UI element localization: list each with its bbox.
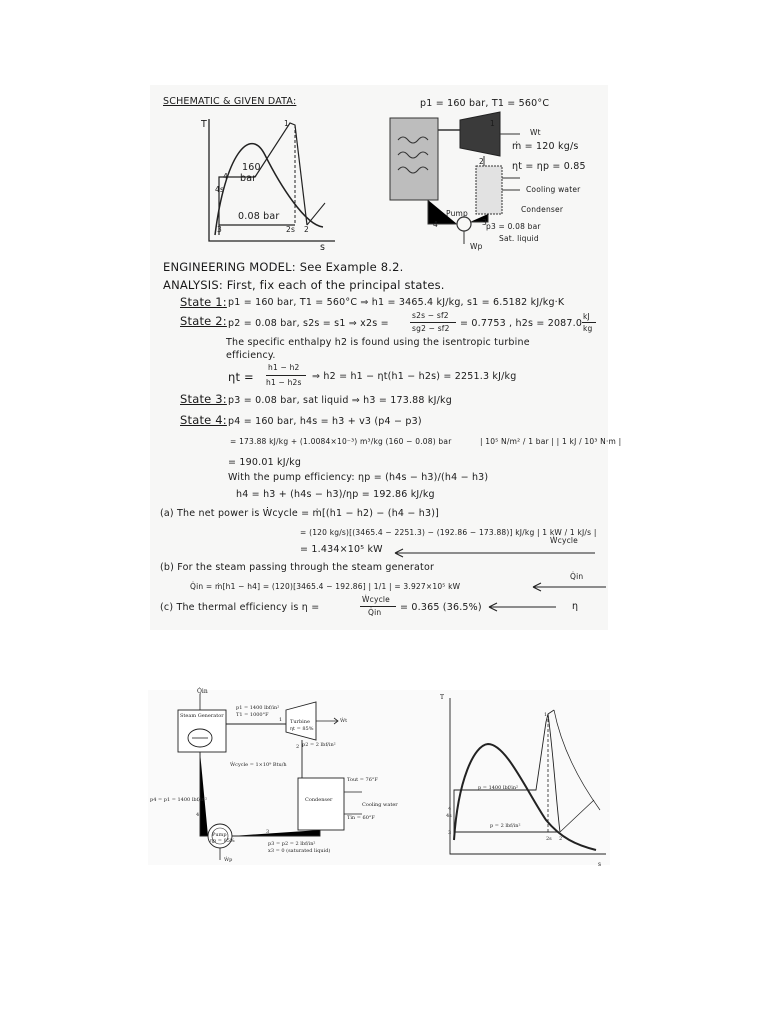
pump-eff: ηp = 85% <box>210 838 235 844</box>
ts-axis-t: T <box>201 119 208 130</box>
specific-text-1: The specific enthalpy h2 is found using the isentropic turbine <box>226 337 530 348</box>
state2-fraction-num: s2s − sf2 <box>412 311 449 320</box>
schematic-state3: p3 = 0.08 bar <box>486 222 541 231</box>
lower-ts-node-2: 2 <box>559 836 563 842</box>
ts-label-bar: bar <box>240 173 257 184</box>
part-a-tag: Ẇcycle <box>550 536 578 545</box>
part-a-line-1: (a) The net power is Ẇcycle = ṁ[(h1 − h2) − (h4 − h3)] <box>160 508 440 519</box>
rankine-ts-diagram <box>436 690 612 870</box>
lower-wcycle: Ẇcycle = 1×10⁹ Btu/h <box>230 762 287 768</box>
engineering-model: ENGINEERING MODEL: See Example 8.2. <box>163 260 404 274</box>
lower-node-4: 4 <box>196 812 200 818</box>
lower-t1: T1 = 1000°F <box>236 712 269 718</box>
lower-tout: Tout = 76°F <box>347 777 378 783</box>
state1-label: State 1: <box>180 295 227 309</box>
eta-den: h1 − h2s <box>266 378 302 387</box>
ts-label-008bar: 0.08 bar <box>238 211 280 222</box>
part-c-bar <box>360 606 396 607</box>
pump-efficiency-line: With the pump efficiency: ηp = (h4s − h3)/(h4 − h3) <box>228 472 489 483</box>
eta-num: h1 − h2 <box>268 363 300 372</box>
eta-result: ⇒ h2 = h1 − ηt(h1 − h2s) = 2251.3 kJ/kg <box>312 371 517 382</box>
lower-qin: Q̇in <box>197 688 208 695</box>
lower-wt: Ẇt <box>340 718 348 724</box>
part-a-arrow <box>390 548 600 558</box>
state3-label: State 3: <box>180 392 227 406</box>
schematic-condenser: Condenser <box>521 205 564 214</box>
lower-ts-node-4s: 4s <box>446 813 452 819</box>
lower-x3: x3 = 0 (saturated liquid) <box>268 848 331 854</box>
lower-ts-node-1: 1 <box>544 712 548 718</box>
specific-text-2: efficiency. <box>226 350 276 361</box>
part-c-den: Q̇in <box>368 608 382 617</box>
turbine-label: Turbine <box>290 719 310 725</box>
eta-bar <box>266 375 306 376</box>
lower-wp: Ẇp <box>224 857 233 863</box>
state2-unit-num: kJ <box>583 312 590 321</box>
lower-node-2: 2 <box>296 744 300 750</box>
state2-unit-den: kg <box>583 324 593 333</box>
part-b-arrow <box>528 582 608 592</box>
part-b-line-1: (b) For the steam passing through the steam generator <box>160 562 435 573</box>
lower-ts-node-4: 4 <box>448 806 452 812</box>
given-state1: p1 = 160 bar, T1 = 560°C <box>420 98 550 109</box>
ts-label-4s: 4s <box>215 185 225 194</box>
condenser-label: Condenser <box>305 797 333 803</box>
state4-line-c: = 190.01 kJ/kg <box>228 457 302 468</box>
lower-p3: p3 = p2 = 2 lbf/in² <box>268 841 316 847</box>
state4-label: State 4: <box>180 413 227 427</box>
schematic-efficiency: ηt = ηp = 0.85 <box>512 161 586 172</box>
lower-node-1: 1 <box>279 717 283 723</box>
lower-ts-axis-s: s <box>598 861 602 868</box>
turbine-eff: ηt = 85% <box>290 726 314 732</box>
part-b-line-2: Q̇in = ṁ[h1 − h4] = (120)[3465.4 − 192.86] | 1/1 | = 3.927×10⁵ kW <box>190 582 461 591</box>
state2-label: State 2: <box>180 314 227 328</box>
part-c-num: Ẇcycle <box>362 595 390 604</box>
schematic-wp: Wp <box>470 242 483 251</box>
state2-fraction-bar <box>410 322 456 323</box>
part-a-line-3: = 1.434×10⁵ kW <box>300 544 383 555</box>
part-c-tag: η <box>572 601 579 612</box>
ts-label-4: 4 <box>223 172 228 181</box>
ts-axis-s: s <box>320 242 326 253</box>
ts-label-2s: 2s <box>286 225 296 234</box>
ts-label-1: 1 <box>284 119 289 128</box>
state3-line: p3 = 0.08 bar, sat liquid ⇒ h3 = 173.88 kJ/kg <box>228 395 452 406</box>
part-c-line-2: = 0.365 (36.5%) <box>400 602 482 613</box>
schematic-pump: Pump <box>446 209 469 218</box>
state4-line-a: p4 = 160 bar, h4s = h3 + v3 (p4 − p3) <box>228 416 422 427</box>
schematic-wt: Wt <box>530 128 541 137</box>
ts-label-160: 160 <box>242 162 261 173</box>
pump-label: Pump <box>212 832 227 838</box>
part-c-line-1: (c) The thermal efficiency is η = <box>160 602 320 613</box>
lower-node-3: 3 <box>266 829 270 835</box>
part-a-line-2: = (120 kg/s)[(3465.4 − 2251.3) − (192.86 − 173.88)] kJ/kg | 1 kW / 1 kJ/s | <box>300 528 597 537</box>
eta-t: ηt = <box>228 370 254 384</box>
state2-line-b: = 0.7753 , h2s = 2087.0 <box>460 318 583 329</box>
schematic-sat-liquid: Sat. liquid <box>499 234 539 243</box>
lower-ts-node-3: 3 <box>448 830 452 836</box>
cooling-water-label: Cooling water <box>362 802 398 808</box>
lower-ts-node-2s: 2s <box>546 836 552 842</box>
schematic-node-3: 3 <box>482 218 487 227</box>
state2-unit-bar <box>582 322 596 323</box>
schematic-cooling-water: Cooling water <box>526 185 581 194</box>
part-c-arrow <box>484 602 564 612</box>
schematic-node-2: 2 <box>479 157 484 166</box>
state4-line-b: = 173.88 kJ/kg + (1.0084×10⁻³) m³/kg (160 − 0.08) bar <box>230 437 452 446</box>
lower-ts-axis-t: T <box>440 694 445 701</box>
state4-units: | 10⁵ N/m² / 1 bar | | 1 kJ / 10³ N·m | <box>480 437 622 446</box>
schematic-mdot: ṁ = 120 kg/s <box>512 141 579 152</box>
schematic-heading: SCHEMATIC & GIVEN DATA: <box>163 96 297 107</box>
lower-ts-p-high: p = 1400 lbf/in² <box>478 785 519 791</box>
state2-line-a: p2 = 0.08 bar, s2s = s1 ⇒ x2s = <box>228 318 389 329</box>
lower-p4: p4 = p1 = 1400 lbf/in² <box>150 797 207 803</box>
state1-line: p1 = 160 bar, T1 = 560°C ⇒ h1 = 3465.4 kJ/kg, s1 = 6.5182 kJ/kg·K <box>228 297 565 308</box>
schematic-node-4: 4 <box>433 220 438 229</box>
part-b-tag: Q̇in <box>570 572 584 581</box>
lower-p1: p1 = 1400 lbf/in² <box>236 705 280 711</box>
steam-generator-label: Steam Generator <box>180 713 224 719</box>
analysis-line: ANALYSIS: First, fix each of the principal states. <box>163 278 445 292</box>
lower-p2: p2 = 2 lbf/in² <box>302 742 336 748</box>
h4-line: h4 = h3 + (h4s − h3)/ηp = 192.86 kJ/kg <box>236 489 435 500</box>
ts-label-3: 3 <box>217 225 222 234</box>
schematic-node-1: 1 <box>490 119 495 128</box>
ts-label-2: 2 <box>304 225 309 234</box>
state2-fraction-den: sg2 − sf2 <box>412 324 450 333</box>
lower-ts-p-low: p = 2 lbf/in² <box>490 823 521 829</box>
lower-tin: Tin = 60°F <box>347 815 375 821</box>
